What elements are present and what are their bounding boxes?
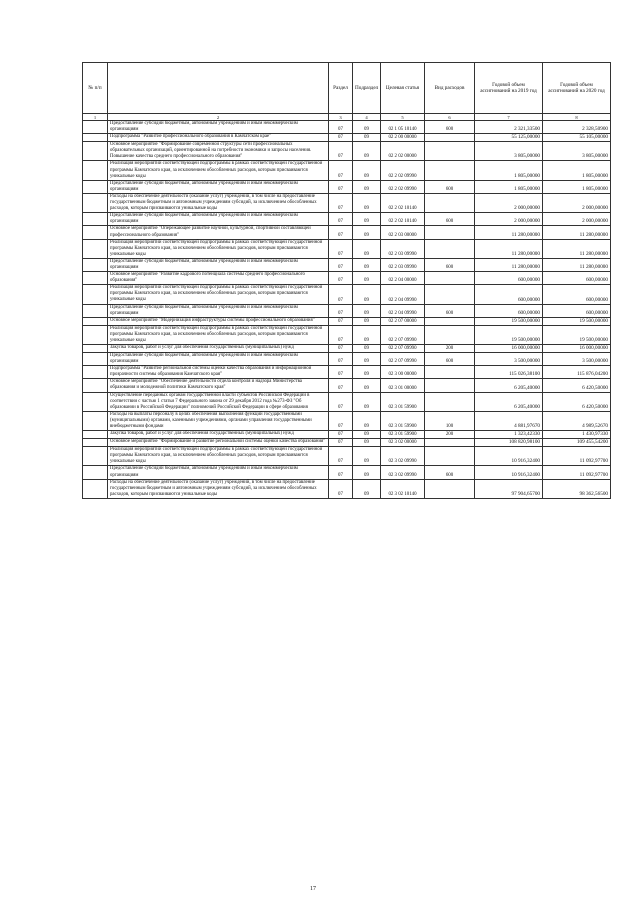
row-amount-2020: 6 420,50000	[543, 392, 611, 411]
row-amount-2019: 19 500,00000	[475, 317, 543, 325]
row-number	[83, 439, 108, 447]
row-article: 02 3 00 00000	[381, 366, 425, 379]
row-amount-2019: 1 805,00000	[475, 180, 543, 193]
row-subsection: 09	[353, 193, 381, 212]
row-article: 02 2 02 10140	[381, 213, 425, 226]
row-section: 07	[329, 180, 353, 193]
row-amount-2020: 98 362,56500	[543, 479, 611, 498]
row-article: 02 3 01 00000	[381, 379, 425, 392]
row-number	[83, 258, 108, 271]
row-number	[83, 392, 108, 411]
row-amount-2019: 55 125,00000	[475, 134, 543, 142]
row-name: Реализация мероприятий соответствующей подпрограммы в рамках соответствующей государственной программы Камчатского края, за исключением обособленных расходов, которым присваиваются уникальные коды	[108, 447, 329, 466]
table-row	[83, 304, 611, 317]
row-subsection: 09	[353, 161, 381, 180]
row-article: 02 2 07 00000	[381, 317, 425, 325]
row-name: Расходы на обеспечение деятельности (оказание услуг) учреждений, в том числе на предоставление государственным бюджетным и автономным учреждениям субсидий, за исключением обособленных расходов, которым присваиваются уникальные коды	[108, 479, 329, 498]
row-amount-2019: 16 000,00000	[475, 345, 543, 353]
row-number	[83, 272, 108, 285]
row-subsection: 09	[353, 353, 381, 366]
table-row	[83, 447, 611, 466]
row-subsection: 09	[353, 379, 381, 392]
row-name: Реализация мероприятий соответствующей подпрограммы в рамках соответствующей государственной программы Камчатского края, за исключением обособленных расходов, которым присваиваются уникальные коды	[108, 239, 329, 258]
row-section: 07	[329, 304, 353, 317]
page-number: 17	[310, 886, 316, 892]
row-article: 02 2 04 09990	[381, 304, 425, 317]
row-expense-kind: 600	[425, 180, 475, 193]
row-number	[83, 142, 108, 161]
row-amount-2020: 600,00000	[543, 272, 611, 285]
row-article: 02 2 07 09990	[381, 325, 425, 344]
row-number	[83, 121, 108, 134]
row-section: 07	[329, 121, 353, 134]
row-number	[83, 366, 108, 379]
row-name: Реализация мероприятий соответствующей подпрограммы в рамках соответствующей государственной программы Камчатского края, за исключением обособленных расходов, которым присваиваются уникальные коды	[108, 325, 329, 344]
row-article: 02 3 02 10140	[381, 479, 425, 498]
row-number	[83, 479, 108, 498]
table-row	[83, 366, 611, 379]
row-number	[83, 213, 108, 226]
row-article: 02 2 02 09990	[381, 180, 425, 193]
row-section: 07	[329, 479, 353, 498]
row-amount-2020: 11 280,00000	[543, 258, 611, 271]
row-number	[83, 161, 108, 180]
row-amount-2020: 4 989,52670	[543, 411, 611, 430]
row-expense-kind	[425, 392, 475, 411]
row-amount-2020: 115 876,04200	[543, 366, 611, 379]
row-subsection: 09	[353, 272, 381, 285]
row-expense-kind	[425, 239, 475, 258]
row-article: 02 2 00 00000	[381, 134, 425, 142]
row-subsection: 09	[353, 134, 381, 142]
row-amount-2019: 4 881,97670	[475, 411, 543, 430]
row-subsection: 09	[353, 366, 381, 379]
row-article: 02 3 01 59900	[381, 431, 425, 439]
row-expense-kind: 600	[425, 353, 475, 366]
row-amount-2020: 600,00000	[543, 285, 611, 304]
column-number: 8	[543, 114, 611, 121]
row-article: 02 1 05 10140	[381, 121, 425, 134]
table-row	[83, 258, 611, 271]
row-number	[83, 431, 108, 439]
row-amount-2019: 19 500,00000	[475, 325, 543, 344]
row-name: Основное мероприятие "Обеспечение деятельности отдела контроля и надзора Министерства образования и молодежной политики Камчатского края"	[108, 379, 329, 392]
row-number	[83, 411, 108, 430]
table-row	[83, 353, 611, 366]
budget-table	[82, 62, 611, 499]
row-subsection: 09	[353, 325, 381, 344]
table-row	[83, 180, 611, 193]
row-name: Предоставление субсидий бюджетным, автономным учреждениям и иным некоммерческим организациям	[108, 121, 329, 134]
row-number	[83, 239, 108, 258]
row-expense-kind	[425, 479, 475, 498]
row-subsection: 09	[353, 285, 381, 304]
row-amount-2019: 6 205,40000	[475, 392, 543, 411]
row-subsection: 09	[353, 317, 381, 325]
row-name: Основное мероприятие "Развитие кадрового потенциала системы среднего профессионального образования"	[108, 272, 329, 285]
table-row	[83, 392, 611, 411]
column-number: 3	[329, 114, 353, 121]
row-section: 07	[329, 285, 353, 304]
row-article: 02 3 02 09990	[381, 447, 425, 466]
row-number	[83, 325, 108, 344]
row-article: 02 2 07 09990	[381, 353, 425, 366]
row-amount-2020: 11 280,00000	[543, 226, 611, 239]
budget-table-sheet	[82, 62, 610, 499]
row-amount-2020: 19 500,00000	[543, 317, 611, 325]
row-article: 02 2 02 00000	[381, 142, 425, 161]
row-name: Реализация мероприятий соответствующей подпрограммы в рамках соответствующей государственной программы Камчатского края, за исключением обособленных расходов, которым присваиваются уникальные коды	[108, 285, 329, 304]
row-section: 07	[329, 366, 353, 379]
row-expense-kind	[425, 366, 475, 379]
table-row	[83, 226, 611, 239]
row-amount-2020: 11 280,00000	[543, 239, 611, 258]
row-expense-kind: 600	[425, 304, 475, 317]
row-amount-2020: 2 000,00000	[543, 213, 611, 226]
row-expense-kind	[425, 325, 475, 344]
row-subsection: 09	[353, 447, 381, 466]
row-amount-2020: 1 805,00000	[543, 180, 611, 193]
row-amount-2020: 2 000,00000	[543, 193, 611, 212]
row-amount-2019: 6 205,40000	[475, 379, 543, 392]
row-section: 07	[329, 353, 353, 366]
column-number: 5	[381, 114, 425, 121]
row-name: Основное мероприятие "Формирование и развитие региональной системы оценки качества образования"	[108, 439, 329, 447]
row-amount-2019: 115 026,38100	[475, 366, 543, 379]
row-section: 07	[329, 431, 353, 439]
table-row	[83, 272, 611, 285]
row-number	[83, 317, 108, 325]
row-number	[83, 304, 108, 317]
row-amount-2020: 6 420,50000	[543, 379, 611, 392]
row-amount-2020: 55 105,00000	[543, 134, 611, 142]
table-row	[83, 161, 611, 180]
row-amount-2019: 2 000,00000	[475, 213, 543, 226]
column-number: 7	[475, 114, 543, 121]
row-amount-2019: 2 321,33500	[475, 121, 543, 134]
row-name: Подпрограмма "Развитие профессионального образования в Камчатском крае"	[108, 134, 329, 142]
table-row	[83, 325, 611, 344]
table-row	[83, 379, 611, 392]
row-amount-2020: 11 092,97700	[543, 466, 611, 479]
row-article: 02 2 02 10140	[381, 193, 425, 212]
row-expense-kind: 600	[425, 121, 475, 134]
row-subsection: 09	[353, 121, 381, 134]
row-subsection: 09	[353, 466, 381, 479]
row-number	[83, 134, 108, 142]
column-number: 1	[83, 114, 108, 121]
row-amount-2019: 10 916,32400	[475, 466, 543, 479]
row-expense-kind	[425, 272, 475, 285]
row-section: 07	[329, 142, 353, 161]
row-amount-2019: 1 323,42330	[475, 431, 543, 439]
row-subsection: 09	[353, 239, 381, 258]
row-article: 02 2 04 09990	[381, 285, 425, 304]
row-number	[83, 180, 108, 193]
header-amount-2020: Годовой объем ассигнований на 2020 год	[543, 63, 611, 114]
row-expense-kind	[425, 379, 475, 392]
table-row	[83, 439, 611, 447]
row-amount-2020: 1 430,97330	[543, 431, 611, 439]
row-article: 02 2 04 00000	[381, 272, 425, 285]
row-subsection: 09	[353, 411, 381, 430]
row-article: 02 2 02 09990	[381, 161, 425, 180]
row-name: Предоставление субсидий бюджетным, автономным учреждениям и иным некоммерческим организациям	[108, 213, 329, 226]
row-number	[83, 353, 108, 366]
row-amount-2019: 600,00000	[475, 285, 543, 304]
row-expense-kind: 200	[425, 345, 475, 353]
column-number: 6	[425, 114, 475, 121]
row-section: 07	[329, 379, 353, 392]
row-expense-kind	[425, 317, 475, 325]
row-expense-kind	[425, 193, 475, 212]
table-row	[83, 193, 611, 212]
row-amount-2020: 16 000,00000	[543, 345, 611, 353]
row-section: 07	[329, 345, 353, 353]
row-amount-2019: 600,00000	[475, 304, 543, 317]
table-row	[83, 142, 611, 161]
row-name: Основное мероприятие "Опережающее развитие научной, культурной, спортивной составляющей профессионального образования"	[108, 226, 329, 239]
row-subsection: 09	[353, 142, 381, 161]
table-row	[83, 479, 611, 498]
row-section: 07	[329, 392, 353, 411]
row-name: Расходы на выплаты персоналу в целях обеспечения выполнения функций государственными (муниципальными) органами, казенными учреждениями, органами управления государственными внебюджетными фондами	[108, 411, 329, 430]
row-name: Закупка товаров, работ и услуг для обеспечения государственных (муниципальных) нужд	[108, 345, 329, 353]
row-number	[83, 285, 108, 304]
table-row	[83, 134, 611, 142]
row-expense-kind	[425, 161, 475, 180]
row-expense-kind	[425, 226, 475, 239]
row-number	[83, 466, 108, 479]
header-article: Целевая статья	[381, 63, 425, 114]
row-name: Предоставление субсидий бюджетным, автономным учреждениям и иным некоммерческим организациям	[108, 258, 329, 271]
column-number: 2	[108, 114, 329, 121]
row-section: 07	[329, 193, 353, 212]
row-subsection: 09	[353, 431, 381, 439]
row-section: 07	[329, 317, 353, 325]
row-article: 02 2 03 09990	[381, 239, 425, 258]
row-expense-kind: 600	[425, 258, 475, 271]
row-amount-2019: 3 500,00000	[475, 353, 543, 366]
table-row	[83, 431, 611, 439]
row-article: 02 3 02 09990	[381, 466, 425, 479]
row-article: 02 3 01 59900	[381, 411, 425, 430]
row-name: Предоставление субсидий бюджетным, автономным учреждениям и иным некоммерческим организациям	[108, 304, 329, 317]
row-amount-2020: 19 500,00000	[543, 325, 611, 344]
row-amount-2019: 1 805,00000	[475, 161, 543, 180]
row-number	[83, 379, 108, 392]
row-amount-2020: 3 805,00000	[543, 142, 611, 161]
header-expense-kind: Вид расходов	[425, 63, 475, 114]
row-expense-kind: 600	[425, 466, 475, 479]
row-section: 07	[329, 258, 353, 271]
header-name	[108, 63, 329, 114]
row-name: Основное мероприятие "Формирование современной структуры сети профессиональных образовательных организаций, ориентированной на потребности экономики и запросы населения. Повышение качества среднего профессионального образования"	[108, 142, 329, 161]
row-amount-2019: 11 280,00000	[475, 226, 543, 239]
row-amount-2020: 2 328,50900	[543, 121, 611, 134]
row-section: 07	[329, 411, 353, 430]
row-section: 07	[329, 239, 353, 258]
row-name: Подпрограмма "Развитие региональной системы оценки качества образования и информационной прозрачности системы образования Камчатского края"	[108, 366, 329, 379]
row-subsection: 09	[353, 258, 381, 271]
row-amount-2019: 11 280,00000	[475, 258, 543, 271]
row-name: Закупка товаров, работ и услуг для обеспечения государственных (муниципальных) нужд	[108, 431, 329, 439]
table-row	[83, 345, 611, 353]
row-subsection: 09	[353, 439, 381, 447]
header-amount-2019: Годовой объем ассигнований на 2019 год	[475, 63, 543, 114]
row-amount-2019: 11 280,00000	[475, 239, 543, 258]
row-amount-2019: 97 904,65700	[475, 479, 543, 498]
table-row	[83, 213, 611, 226]
row-amount-2020: 3 500,00000	[543, 353, 611, 366]
row-name: Предоставление субсидий бюджетным, автономным учреждениям и иным некоммерческим организациям	[108, 180, 329, 193]
row-name: Осуществление переданных органам государственной власти субъектов Российской Федерации в соответствии с частью 1 статьи 7 Федерального закона от 29 декабря 2012 года №273-ФЗ "Об образовании в Российской Федерации" полномочий Российской Федерации в сфере образования	[108, 392, 329, 411]
row-subsection: 09	[353, 180, 381, 193]
row-section: 07	[329, 447, 353, 466]
table-header-row	[83, 63, 611, 114]
row-expense-kind	[425, 439, 475, 447]
table-row	[83, 317, 611, 325]
row-expense-kind	[425, 447, 475, 466]
row-amount-2019: 10 916,32400	[475, 447, 543, 466]
row-subsection: 09	[353, 392, 381, 411]
row-section: 07	[329, 213, 353, 226]
row-expense-kind	[425, 134, 475, 142]
row-section: 07	[329, 226, 353, 239]
row-number	[83, 345, 108, 353]
row-section: 07	[329, 439, 353, 447]
row-article: 02 2 03 00000	[381, 226, 425, 239]
row-section: 07	[329, 325, 353, 344]
row-subsection: 09	[353, 213, 381, 226]
row-amount-2020: 11 092,97700	[543, 447, 611, 466]
column-number-row	[83, 114, 611, 121]
row-amount-2019: 2 000,00000	[475, 193, 543, 212]
row-article: 02 2 07 09990	[381, 345, 425, 353]
row-article: 02 3 01 59900	[381, 392, 425, 411]
row-expense-kind: 100	[425, 411, 475, 430]
row-number	[83, 226, 108, 239]
row-section: 07	[329, 466, 353, 479]
header-subsection: Подраздел	[353, 63, 381, 114]
table-row	[83, 466, 611, 479]
header-num: № п/п	[83, 63, 108, 114]
row-number	[83, 447, 108, 466]
row-name: Предоставление субсидий бюджетным, автономным учреждениям и иным некоммерческим организациям	[108, 353, 329, 366]
row-subsection: 09	[353, 226, 381, 239]
table-row	[83, 121, 611, 134]
row-amount-2020: 1 805,00000	[543, 161, 611, 180]
table-row	[83, 285, 611, 304]
row-article: 02 2 03 09990	[381, 258, 425, 271]
row-number	[83, 193, 108, 212]
table-row	[83, 239, 611, 258]
row-amount-2019: 600,00000	[475, 272, 543, 285]
row-name: Основное мероприятие "Модернизация инфраструктуры системы профессионального образования"	[108, 317, 329, 325]
header-section: Раздел	[329, 63, 353, 114]
row-article: 02 3 02 00000	[381, 439, 425, 447]
row-expense-kind	[425, 285, 475, 304]
row-section: 07	[329, 272, 353, 285]
row-expense-kind: 200	[425, 431, 475, 439]
row-expense-kind: 600	[425, 213, 475, 226]
row-amount-2020: 109 455,54200	[543, 439, 611, 447]
row-section: 07	[329, 134, 353, 142]
row-subsection: 09	[353, 479, 381, 498]
row-subsection: 09	[353, 345, 381, 353]
table-row	[83, 411, 611, 430]
row-amount-2019: 3 805,00000	[475, 142, 543, 161]
row-name: Предоставление субсидий бюджетным, автономным учреждениям и иным некоммерческим организациям	[108, 466, 329, 479]
row-subsection: 09	[353, 304, 381, 317]
row-expense-kind	[425, 142, 475, 161]
row-amount-2019: 108 820,98100	[475, 439, 543, 447]
row-amount-2020: 600,00000	[543, 304, 611, 317]
row-name: Реализация мероприятий соответствующей подпрограммы в рамках соответствующей государственной программы Камчатского края, за исключением обособленных расходов, которым присваиваются уникальные коды	[108, 161, 329, 180]
row-section: 07	[329, 161, 353, 180]
row-name: Расходы на обеспечение деятельности (оказание услуг) учреждений, в том числе на предоставление государственным бюджетным и автономным учреждениям субсидий, за исключением обособленных расходов, которым присваиваются уникальные коды	[108, 193, 329, 212]
column-number: 4	[353, 114, 381, 121]
